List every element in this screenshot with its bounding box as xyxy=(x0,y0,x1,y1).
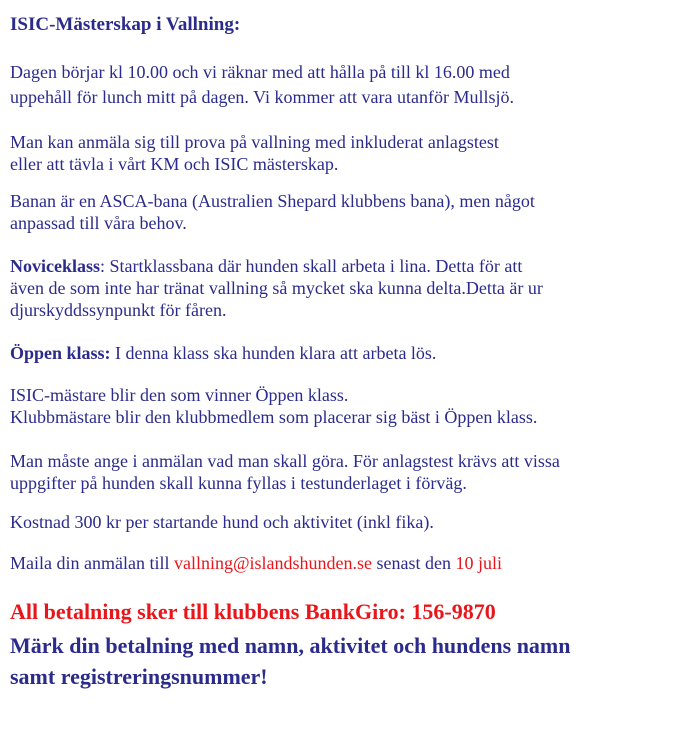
paragraph-novice-class xyxy=(10,255,543,321)
paragraph-signup xyxy=(10,131,499,175)
payment-notice: All betalning sker till klubbens BankGiro: 156-9870 xyxy=(10,599,496,624)
novice-line-3: djurskyddssynpunkt för fåren. xyxy=(10,300,227,320)
paragraph-day-schedule xyxy=(10,60,514,110)
paragraph-cost: Kostnad 300 kr per startande hund och aktivitet (inkl fika). xyxy=(10,512,434,532)
open-class-label: Öppen klass: xyxy=(10,343,111,363)
paragraph-registration-info xyxy=(10,450,560,494)
signup-line-1: Man kan anmäla sig till prova på vallning med inkluderat anlagstest xyxy=(10,132,499,152)
winners-line-2: Klubbmästare blir den klubbmedlem som placerar sig bäst i Öppen klass. xyxy=(10,407,538,427)
registration-info-line-1: Man måste ange i anmälan vad man skall göra. För anlagstest krävs att vissa xyxy=(10,451,560,471)
deadline-date: 10 juli xyxy=(455,553,503,573)
novice-class-label: Noviceklass xyxy=(10,256,100,276)
registration-info-line-2: uppgifter på hunden skall kunna fyllas i testunderlaget i förväg. xyxy=(10,473,467,493)
mail-prefix: Maila din anmälan till xyxy=(10,553,174,573)
paragraph-mail xyxy=(10,551,502,576)
novice-line-1-text: : Startklassbana där hunden skall arbeta i lina. Detta för att xyxy=(100,256,523,276)
open-class-text: I denna klass ska hunden klara att arbeta lös. xyxy=(110,343,437,363)
payment-marking-line-1: Märk din betalning med namn, aktivitet och hundens namn xyxy=(10,633,571,658)
email-link[interactable]: vallning@islandshunden.se xyxy=(173,553,373,573)
course-line-2: anpassad till våra behov. xyxy=(10,213,187,233)
payment-marking-line-2: samt registreringsnummer! xyxy=(10,664,268,689)
signup-line-2: eller att tävla i vårt KM och ISIC mästerskap. xyxy=(10,154,339,174)
novice-line-1 xyxy=(10,255,543,277)
mail-middle: senast den xyxy=(372,553,456,573)
winners-line-1: ISIC-mästare blir den som vinner Öppen klass. xyxy=(10,385,349,405)
paragraph-course xyxy=(10,190,535,234)
paragraph-winners xyxy=(10,384,537,428)
payment-marking-notice xyxy=(10,630,571,692)
day-schedule-line-2: uppehåll för lunch mitt på dagen. Vi kommer att vara utanför Mullsjö. xyxy=(10,87,514,107)
page-title: ISIC-Mästerskap i Vallning: xyxy=(10,14,241,35)
course-line-1: Banan är en ASCA-bana (Australien Shepard klubbens bana), men något xyxy=(10,191,535,211)
paragraph-open-class xyxy=(10,341,436,366)
novice-line-2: även de som inte har tränat vallning så mycket ska kunna delta.Detta är ur xyxy=(10,278,543,298)
day-schedule-line-1: Dagen börjar kl 10.00 och vi räknar med att hålla på till kl 16.00 med xyxy=(10,62,510,82)
